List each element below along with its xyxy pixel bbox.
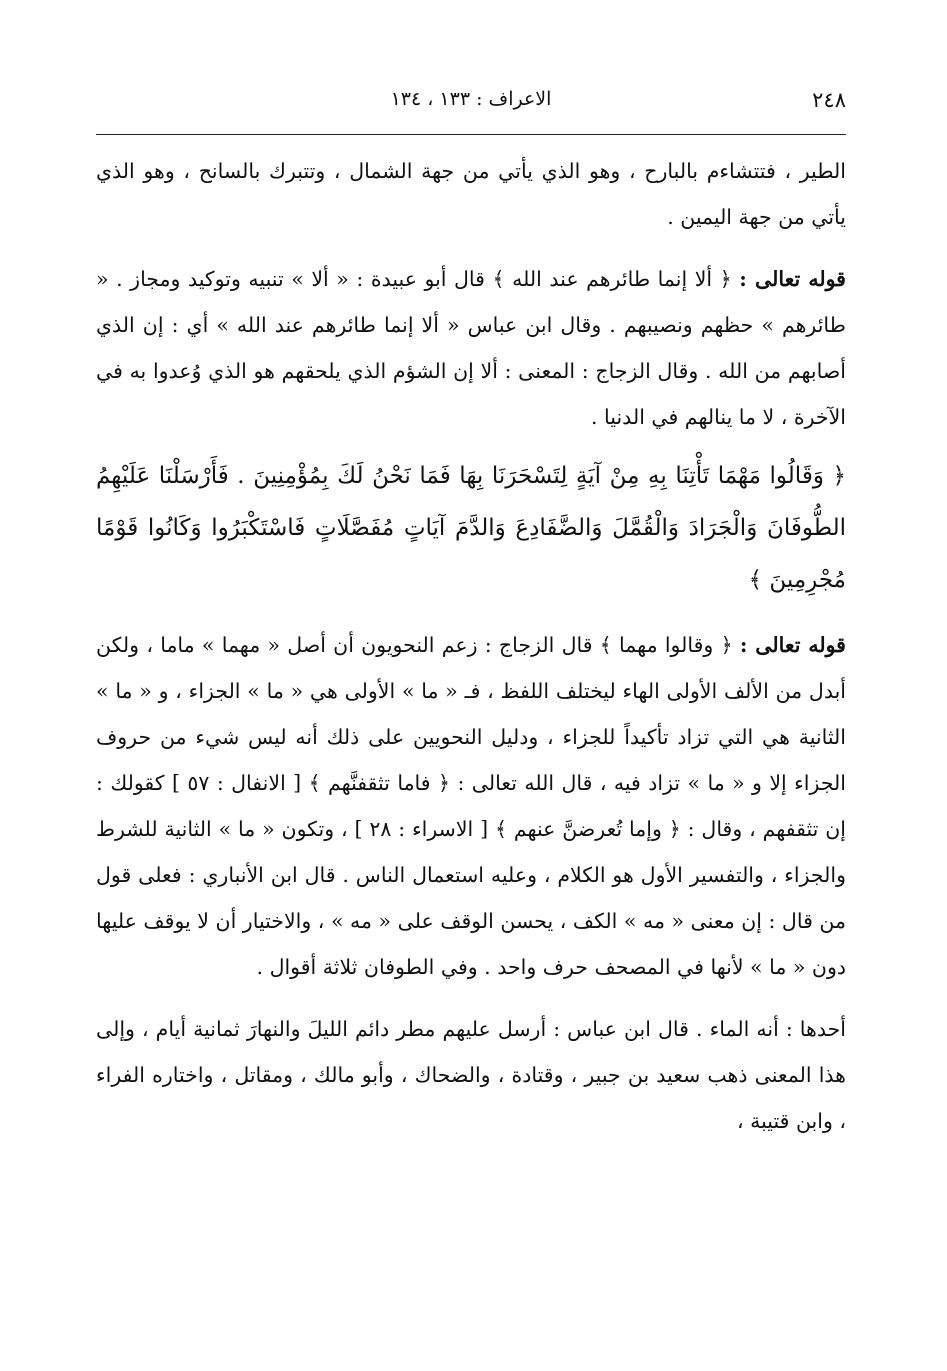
body-text (96, 148, 846, 1144)
paragraph-1 (96, 148, 846, 240)
paragraph-3-text: ﴿ وقالوا مهما ﴾ قال الزجاج : زعم النحويون أن أصل « مهما » ماما ، ولكن أبدل من الألف الأولى الهاء ليختلف اللفظ ، فـ « ما » الأولى هي « ما » الجزاء ، و « ما » الثانية هي التي تزاد تأكيداً للجزاء ، ودليل النحويين على ذلك أنه ليس شيء من حروف الجزاء إلا و « ما » تزاد فيه ، قال الله تعالى : ﴿ فاما تثقفنَّهم ﴾ [ الانفال : ٥٧ ] كقولك : إن تثقفهم ، وقال : ﴿ وإما تُعرضنَّ عنهم ﴾ [ الاسراء : ٢٨ ] ، وتكون « ما » الثانية للشرط والجزاء ، والتفسير الأول هو الكلام ، وعليه استعمال الناس . قال ابن الأنباري : فعلى قول من قال : إن معنى « مه » الكف ، يحسن الوقف على « مه » ، والاختيار أن لا يوقف عليها دون « ما » لأنها في المصحف حرف واحد . وفي الطوفان ثلاثة أقوال . (96, 633, 846, 979)
quran-verse: ﴿ وَقَالُوا مَهْمَا تَأْتِنَا بِهِ مِنْ آيَةٍ لِتَسْحَرَنَا بِهَا فَمَا نَحْنُ لَكَ بِمُؤْمِنِينَ . فَأَرْسَلْنَا عَلَيْهِمُ الطُّوفَانَ وَالْجَرَادَ وَالْقُمَّلَ وَالضَّفَادِعَ وَالدَّمَ آيَاتٍ مُفَصَّلَاتٍ فَاسْتَكْبَرُوا وَكَانُوا قَوْمًا مُجْرِمِينَ ﴾ (96, 463, 846, 593)
running-title: الاعراف : ١٣٣ ، ١٣٤ (390, 88, 552, 110)
paragraph-4-text: أحدها : أنه الماء . قال ابن عباس : أرسل عليهم مطر دائم الليلَ والنهارَ ثمانية أيام ، وإلى هذا المعنى ذهب سعيد بن جبير ، وقتادة ، والضحاك ، وأبو مالك ، ومقاتل ، واختاره الفراء ، وابن قتيبة ، (96, 1017, 846, 1133)
header-rule (96, 134, 846, 135)
paragraph-2-text: ﴿ ألا إنما طائرهم عند الله ﴾ قال أبو عبيدة : « ألا » تنبيه وتوكيد ومجاز . « طائرهم » حظهم ونصيبهم . وقال ابن عباس « ألا إنما طائرهم عند الله » أي : إن الذي أصابهم من الله . وقال الزجاج : المعنى : ألا إن الشؤم الذي يلحقهم هو الذي وُعدوا به في الآخرة ، لا ما ينالهم في الدنيا . (96, 267, 846, 429)
page-number: ٢٤٨ (812, 88, 846, 112)
paragraph-2-lead: قوله تعالى : (739, 267, 846, 291)
paragraph-1-text: الطير ، فتتشاءم بالبارح ، وهو الذي يأتي من جهة الشمال ، وتتبرك بالسانح ، وهو الذي يأتي من جهة اليمين . (96, 159, 846, 229)
page-header (96, 88, 846, 124)
paragraph-3 (96, 622, 846, 990)
paragraph-4 (96, 1006, 846, 1144)
paragraph-2 (96, 256, 846, 440)
paragraph-3-lead: قوله تعالى : (739, 633, 846, 657)
